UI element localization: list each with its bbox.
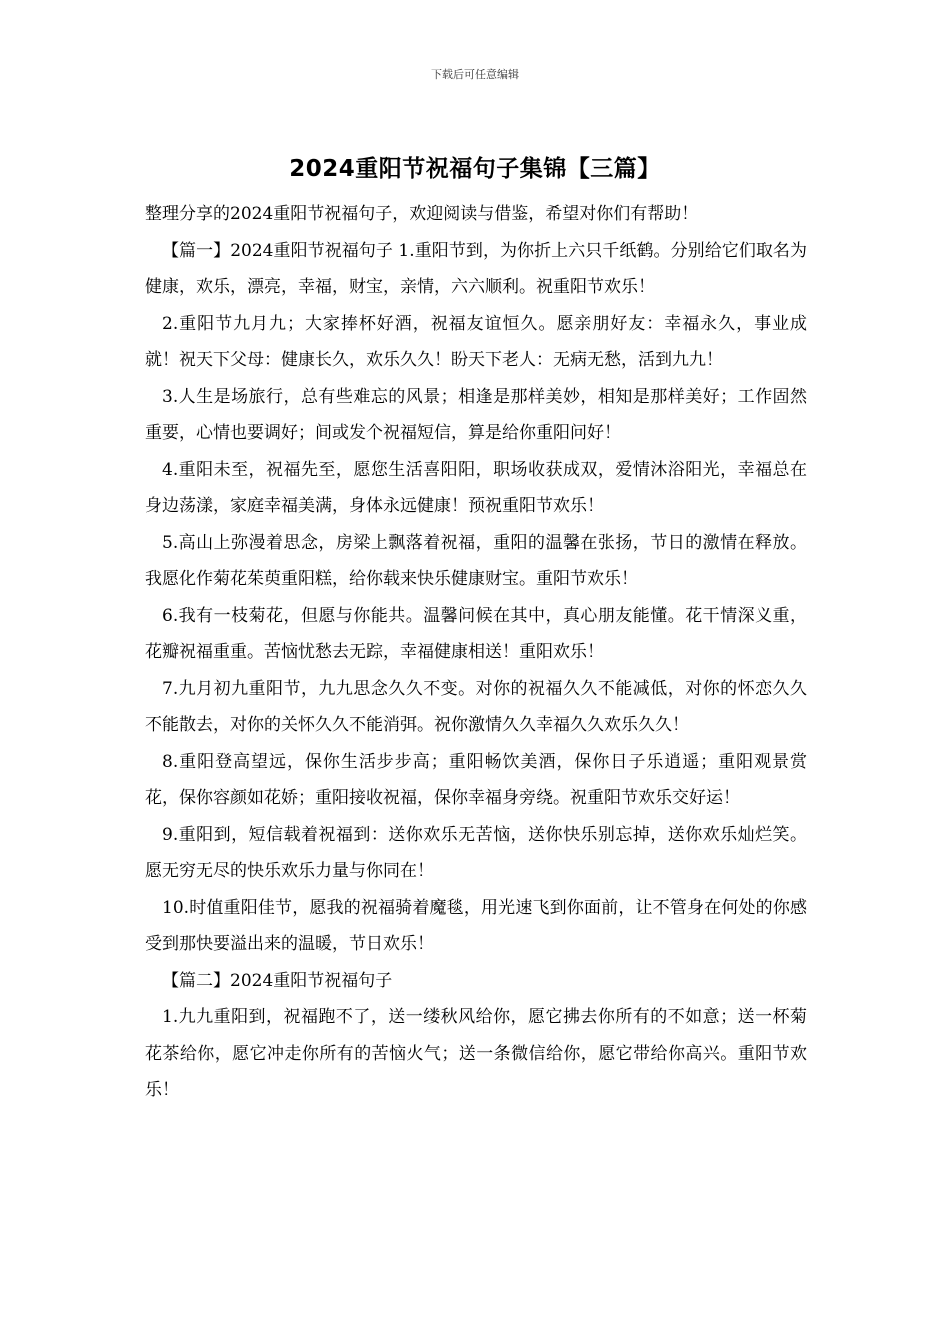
paragraph-3: 3.人生是场旅行，总有些难忘的风景；相逢是那样美妙，相知是那样美好；工作固然重要，心情也要调好；间或发个祝福短信，算是给你重阳问好！ bbox=[145, 386, 807, 443]
paragraph-1: 【篇一】2024重阳节祝福句子 1.重阳节到，为你折上六只千纸鹤。分别给它们取名为健康，欢乐，漂亮，幸福，财宝，亲情，六六顺利。祝重阳节欢乐！ bbox=[145, 240, 807, 297]
paragraph-7: 7.九月初九重阳节，九九思念久久不变。对你的祝福久久不能减低，对你的怀恋久久不能散去，对你的关怀久久不能消弭。祝你激情久久幸福久久欢乐久久！ bbox=[145, 678, 807, 735]
section-heading-2: 【篇二】2024重阳节祝福句子 bbox=[162, 970, 393, 991]
paragraph-10: 10.时值重阳佳节，愿我的祝福骑着魔毯，用光速飞到你面前，让不管身在何处的你感受到那快要溢出来的温暖，节日欢乐！ bbox=[145, 897, 807, 954]
paragraph-11: 1.九九重阳到，祝福跑不了，送一缕秋风给你，愿它拂去你所有的不如意；送一杯菊花茶给你，愿它冲走你所有的苦恼火气；送一条微信给你，愿它带给你高兴。重阳节欢乐！ bbox=[145, 1007, 807, 1100]
paragraph-6: 6.我有一枝菊花，但愿与你能共。温馨问候在其中，真心朋友能懂。花干情深义重，花瓣祝福重重。苦恼忧愁去无踪，幸福健康相送！重阳欢乐！ bbox=[145, 605, 807, 662]
document-body bbox=[145, 196, 807, 1109]
paragraph-9: 9.重阳到，短信载着祝福到：送你欢乐无苦恼，送你快乐别忘掉，送你欢乐灿烂笑。愿无穷无尽的快乐欢乐力量与你同在！ bbox=[145, 824, 807, 881]
document-title: 2024重阳节祝福句子集锦【三篇】 bbox=[289, 156, 661, 182]
header-note: 下载后可任意编辑 bbox=[431, 68, 519, 81]
paragraph-5: 5.高山上弥漫着思念，房梁上飘落着祝福，重阳的温馨在张扬，节日的激情在释放。我愿化作菊花茱萸重阳糕，给你载来快乐健康财宝。重阳节欢乐！ bbox=[145, 532, 807, 589]
paragraph-2: 2.重阳节九月九；大家捧杯好酒，祝福友谊恒久。愿亲朋好友：幸福永久，事业成就！祝天下父母：健康长久，欢乐久久！盼天下老人：无病无愁，活到九九！ bbox=[145, 313, 807, 370]
paragraph-4: 4.重阳未至，祝福先至，愿您生活喜阳阳，职场收获成双，爱情沐浴阳光，幸福总在身边荡漾，家庭幸福美满，身体永远健康！预祝重阳节欢乐！ bbox=[145, 459, 807, 516]
paragraph-8: 8.重阳登高望远，保你生活步步高；重阳畅饮美酒，保你日子乐逍遥；重阳观景赏花，保你容颜如花娇；重阳接收祝福，保你幸福身旁绕。祝重阳节欢乐交好运！ bbox=[145, 751, 807, 808]
intro-paragraph: 整理分享的2024重阳节祝福句子，欢迎阅读与借鉴，希望对你们有帮助！ bbox=[145, 204, 699, 224]
